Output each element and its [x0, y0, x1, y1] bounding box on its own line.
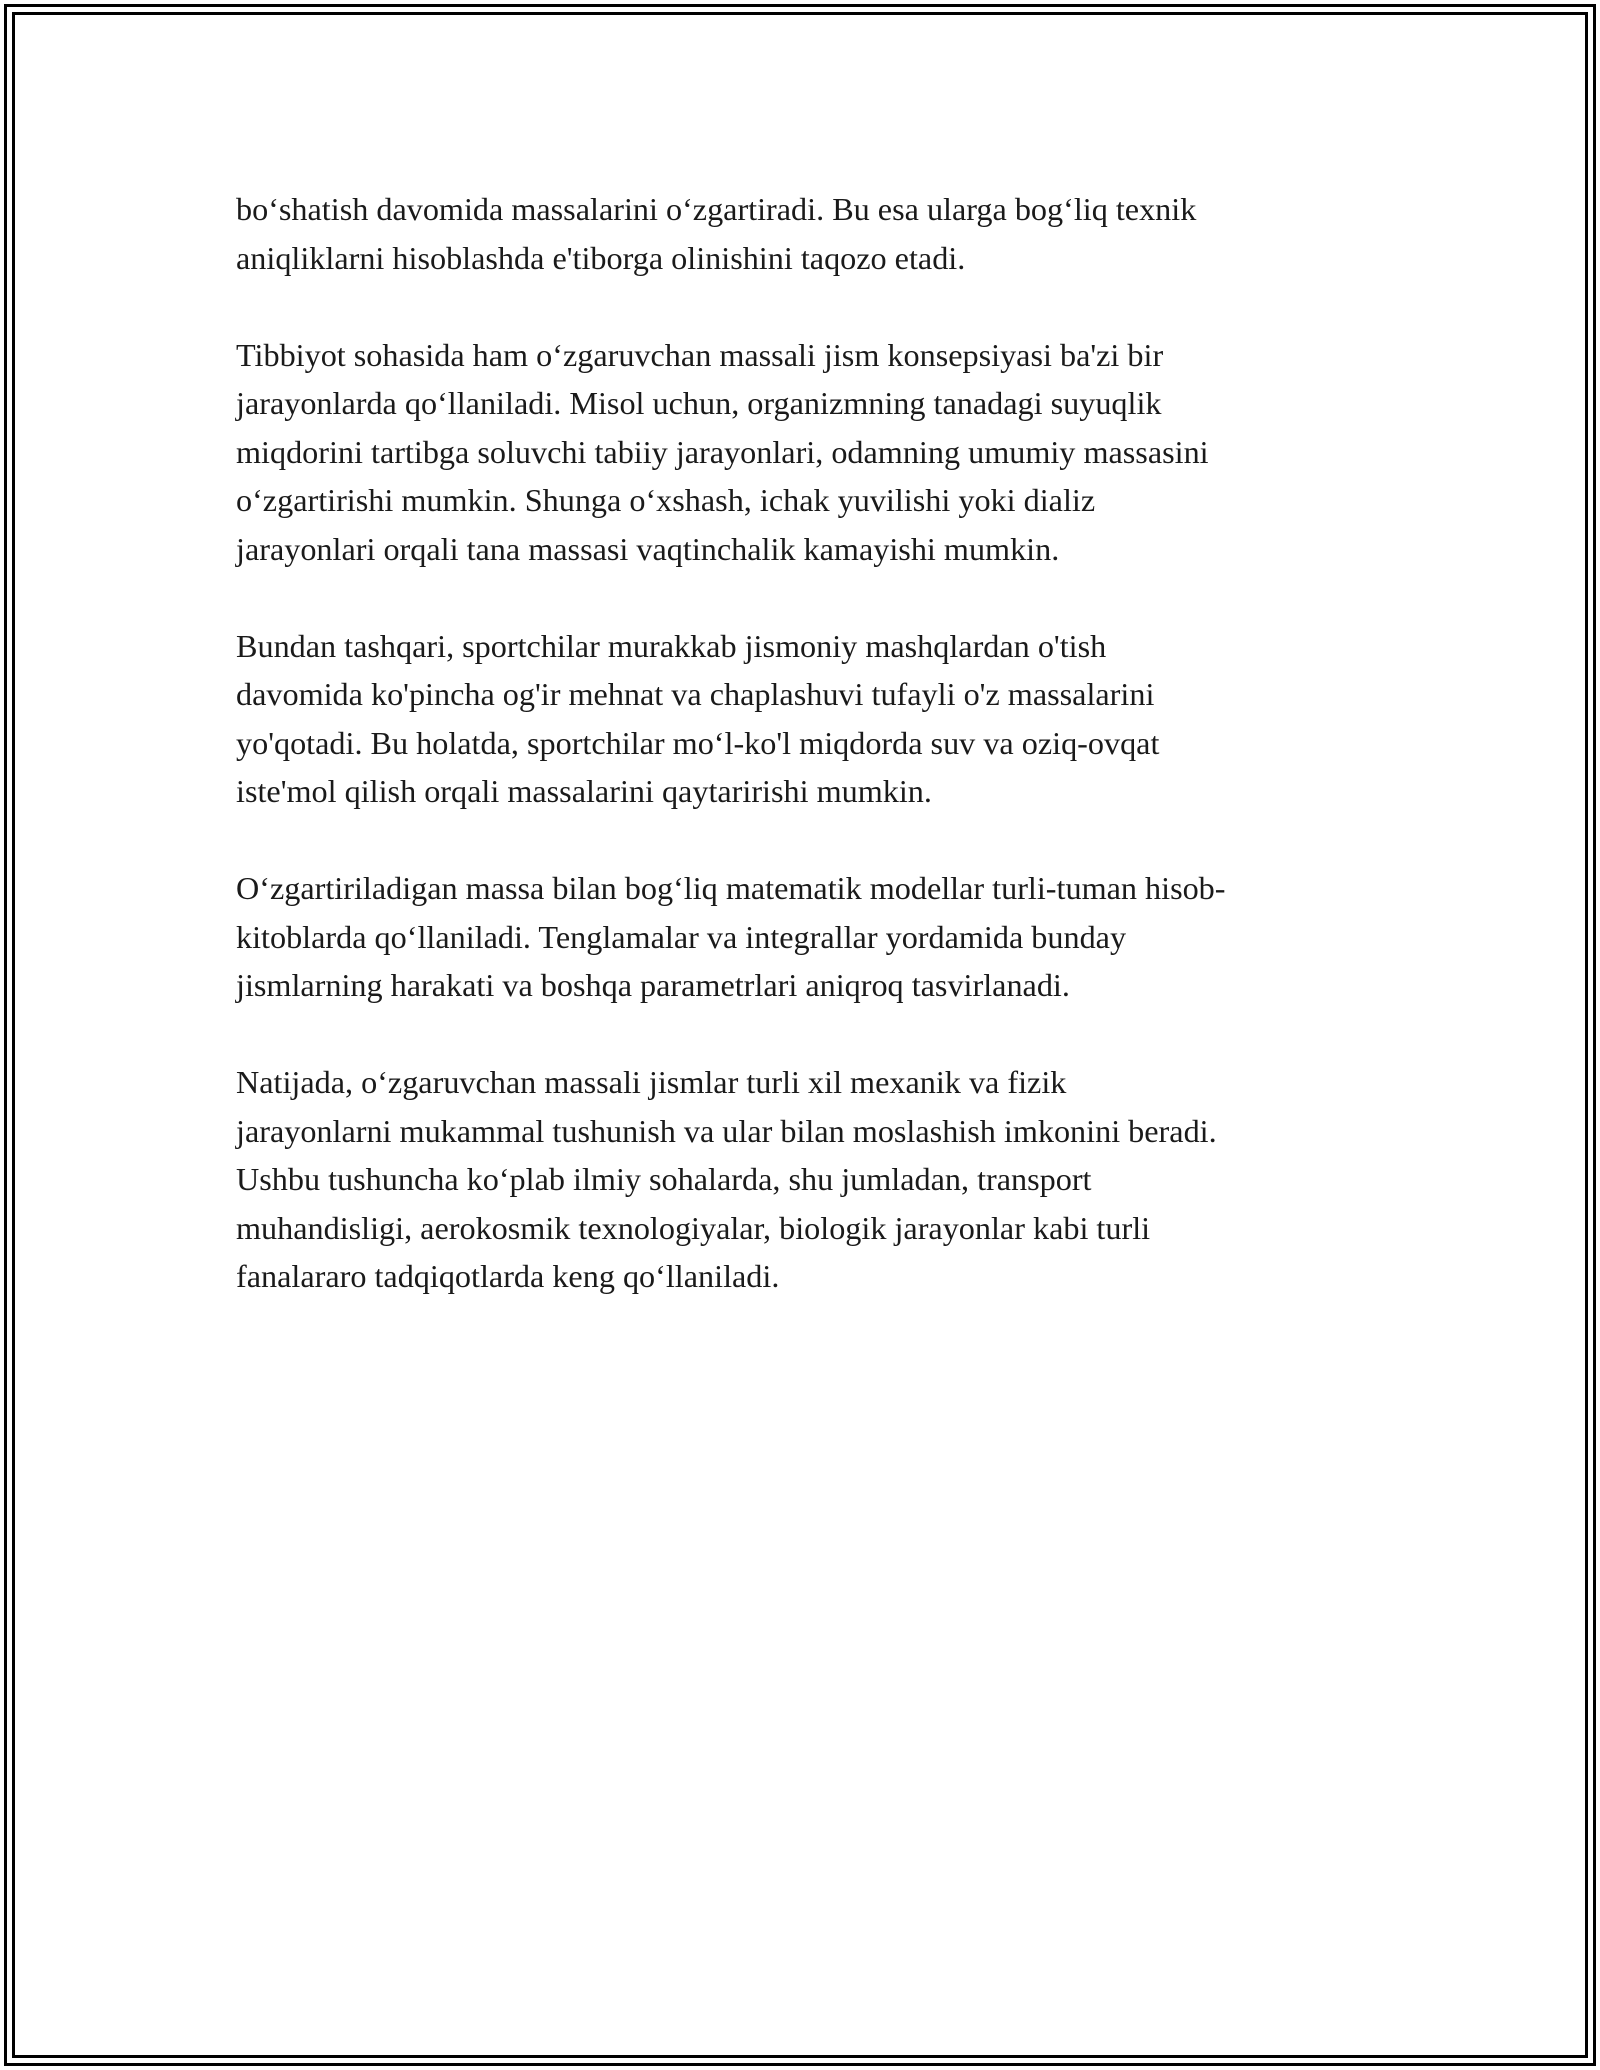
text-line: yo'qotadi. Bu holatda, sportchilar mo‘l-ko'l miqdorda suv va oziq-ovqat: [236, 724, 1160, 761]
text-line: miqdorini tartibga soluvchi tabiiy jarayonlari, odamning umumiy massasini: [236, 433, 1209, 470]
text-line: Natijada, o‘zgaruvchan massali jismlar turli xil mexanik va fizik: [236, 1064, 1067, 1100]
text-line: Bundan tashqari, sportchilar murakkab jismoniy mashqlardan o'tish: [236, 627, 1107, 664]
text-line: davomida ko'pincha og'ir mehnat va chaplashuvi tufayli o'z massalarini: [236, 676, 1155, 712]
text-line: jarayonlari orqali tana massasi vaqtinchalik kamayishi mumkin.: [236, 530, 1060, 567]
paragraph-4: [236, 864, 1366, 1010]
text-line: aniqliklarni hisoblashda e'tiborga olinishini taqozo etadi.: [236, 239, 966, 276]
text-line: o‘zgartirishi mumkin. Shunga o‘xshash, ichak yuvilishi yoki dializ: [236, 482, 1096, 518]
paragraph-5: [236, 1058, 1366, 1301]
paragraph-1: [236, 185, 1366, 282]
text-line: Tibbiyot sohasida ham o‘zgaruvchan massali jism konsepsiyasi ba'zi bir: [236, 336, 1164, 373]
paragraph-3: [236, 622, 1366, 816]
paragraph-2: [236, 331, 1366, 574]
text-line: muhandisligi, aerokosmik texnologiyalar, biologik jarayonlar kabi turli: [236, 1209, 1151, 1246]
text-line: jarayonlarni mukammal tushunish va ular bilan moslashish imkonini beradi.: [236, 1112, 1217, 1149]
text-line: Ushbu tushuncha ko‘plab ilmiy sohalarda, shu jumladan, transport: [236, 1161, 1092, 1197]
text-line: fanalararo tadqiqotlarda keng qo‘llaniladi.: [236, 1258, 780, 1294]
text-line: jarayonlarda qo‘llaniladi. Misol uchun, organizmning tanadagi suyuqlik: [236, 385, 1162, 421]
text-line: O‘zgartiriladigan massa bilan bog‘liq matematik modellar turli-tuman hisob-: [236, 870, 1226, 906]
document-body: [236, 185, 1366, 1349]
text-line: bo‘shatish davomida massalarini o‘zgartiradi. Bu esa ularga bog‘liq texnik: [236, 191, 1197, 227]
text-line: iste'mol qilish orqali massalarini qaytaririshi mumkin.: [236, 773, 932, 809]
text-line: jismlarning harakati va boshqa parametrlari aniqroq tasvirlanadi.: [236, 967, 1070, 1003]
text-line: kitoblarda qo‘llaniladi. Tenglamalar va integrallar yordamida bunday: [236, 918, 1127, 955]
